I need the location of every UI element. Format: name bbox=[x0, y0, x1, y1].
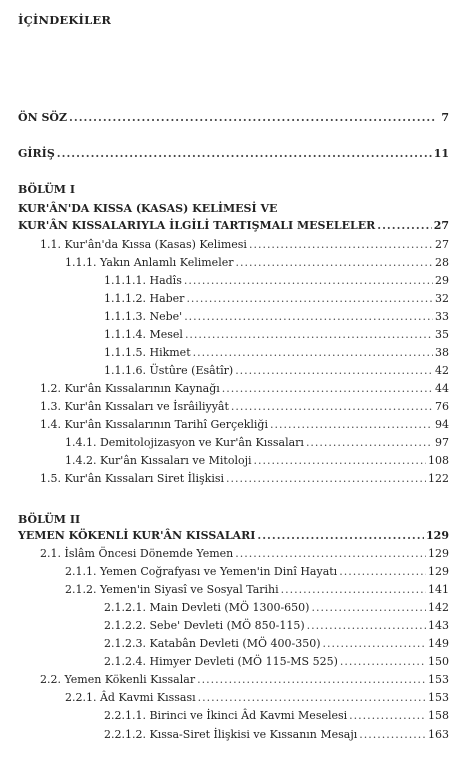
toc-entry[interactable] bbox=[104, 636, 449, 652]
toc-entry[interactable] bbox=[65, 255, 449, 271]
chapter-2-label: BÖLÜM II bbox=[18, 513, 81, 526]
dot-leader bbox=[254, 453, 426, 469]
toc-entry-page: 11 bbox=[433, 147, 449, 160]
toc-entry-page: 129 bbox=[428, 565, 449, 578]
toc-entry[interactable] bbox=[40, 672, 449, 688]
toc-entry-title: 1.4.2. Kur'ân Kıssaları ve Mitoloji bbox=[65, 454, 252, 467]
toc-entry[interactable] bbox=[65, 564, 449, 580]
toc-entry-title: 2.1.1. Yemen Coğrafyası ve Yemen'in Dinî Hayatı bbox=[65, 565, 338, 578]
toc-entry-title: ÖN SÖZ bbox=[18, 111, 68, 124]
toc-entry[interactable] bbox=[104, 727, 449, 743]
dot-leader bbox=[281, 582, 426, 598]
dot-leader bbox=[249, 237, 433, 253]
toc-entry[interactable] bbox=[104, 618, 449, 634]
toc-entry[interactable] bbox=[18, 146, 449, 162]
toc-entry[interactable] bbox=[65, 690, 449, 706]
dot-leader bbox=[339, 564, 426, 580]
toc-entry-page: 141 bbox=[428, 583, 449, 596]
toc-entry[interactable] bbox=[40, 237, 449, 253]
chapter-1-label: BÖLÜM I bbox=[18, 183, 75, 196]
dot-leader bbox=[257, 528, 424, 544]
toc-entry-title: 2.1.2.1. Main Devleti (MÖ 1300-650) bbox=[104, 601, 310, 614]
toc-entry-title: 2.1.2. Yemen'in Siyasî ve Sosyal Tarihi bbox=[65, 583, 279, 596]
dot-leader bbox=[306, 435, 433, 451]
toc-entry-page: 29 bbox=[435, 274, 449, 287]
toc-entry-title: 1.1.1.2. Haber bbox=[104, 292, 185, 305]
toc-entry-page: 149 bbox=[428, 637, 449, 650]
dot-leader bbox=[235, 363, 433, 379]
toc-entry-title: 1.1. Kur'ân'da Kıssa (Kasas) Kelimesi bbox=[40, 238, 247, 251]
dot-leader bbox=[311, 600, 426, 616]
toc-entry[interactable] bbox=[104, 291, 449, 307]
dot-leader bbox=[340, 654, 426, 670]
toc-entry-title: 1.1.1.1. Hadîs bbox=[104, 274, 182, 287]
toc-entry-title: 1.1.1. Yakın Anlamlı Kelimeler bbox=[65, 256, 234, 269]
toc-entry[interactable] bbox=[104, 363, 449, 379]
toc-entry-page: 153 bbox=[428, 691, 449, 704]
toc-entry-page: 122 bbox=[428, 472, 449, 485]
toc-entry[interactable] bbox=[65, 453, 449, 469]
toc-entry[interactable] bbox=[104, 600, 449, 616]
toc-entry-title: 1.1.1.6. Üstûre (Esâtîr) bbox=[104, 364, 234, 377]
toc-entry-page: 7 bbox=[441, 111, 449, 124]
toc-entry-page: 94 bbox=[435, 418, 449, 431]
toc-entry-page: 32 bbox=[435, 292, 449, 305]
toc-entry-title: YEMEN KÖKENLİ KUR'ÂN KISSALARI bbox=[18, 529, 256, 542]
dot-leader bbox=[185, 327, 433, 343]
page-title: İÇİNDEKİLER bbox=[18, 13, 112, 27]
toc-entry-title: 1.1.1.3. Nebe' bbox=[104, 310, 183, 323]
toc-entry-title: 1.5. Kur'ân Kıssaları Siret İlişkisi bbox=[40, 472, 225, 485]
toc-entry[interactable] bbox=[65, 582, 449, 598]
toc-entry-title: 2.1.2.4. Himyer Devleti (MÖ 115-MS 525) bbox=[104, 655, 338, 668]
toc-entry[interactable] bbox=[18, 110, 449, 126]
toc-entry[interactable] bbox=[18, 528, 449, 544]
toc-entry[interactable] bbox=[40, 471, 449, 487]
toc-entry-page: 97 bbox=[435, 436, 449, 449]
dot-leader bbox=[193, 345, 433, 361]
toc-entry[interactable] bbox=[40, 399, 449, 415]
toc-entry[interactable] bbox=[104, 309, 449, 325]
toc-entry-page: 28 bbox=[435, 256, 449, 269]
toc-entry-page: 143 bbox=[428, 619, 449, 632]
toc-entry-page: 33 bbox=[435, 310, 449, 323]
dot-leader bbox=[377, 218, 431, 234]
dot-leader bbox=[359, 727, 426, 743]
toc-entry[interactable] bbox=[104, 327, 449, 343]
toc-entry-title: 2.1. İslâm Öncesi Dönemde Yemen bbox=[40, 547, 234, 560]
toc-entry-title: KUR'ÂN KISSALARIYLA İLGİLİ TARTIŞMALI MESELELER bbox=[18, 219, 376, 232]
toc-entry-page: 27 bbox=[433, 219, 449, 232]
toc-entry[interactable] bbox=[104, 654, 449, 670]
toc-entry-title: 2.1.2.2. Sebe' Devleti (MÖ 850-115) bbox=[104, 619, 305, 632]
dot-leader bbox=[323, 636, 427, 652]
dot-leader bbox=[222, 381, 433, 397]
toc-entry-page: 76 bbox=[435, 400, 449, 413]
toc-entry[interactable] bbox=[40, 381, 449, 397]
toc-entry[interactable] bbox=[18, 218, 449, 234]
toc-entry-title: 2.2. Yemen Kökenli Kıssalar bbox=[40, 673, 196, 686]
toc-entry-title: GİRİŞ bbox=[18, 147, 55, 160]
dot-leader bbox=[186, 291, 433, 307]
toc-entry-page: 129 bbox=[428, 547, 449, 560]
toc-entry-title: 1.1.1.5. Hikmet bbox=[104, 346, 191, 359]
toc-entry-title: 1.1.1.4. Mesel bbox=[104, 328, 183, 341]
dot-leader bbox=[226, 471, 426, 487]
toc-entry-title: 1.2. Kur'ân Kıssalarının Kaynağı bbox=[40, 382, 220, 395]
toc-entry-title: 2.2.1.2. Kıssa-Siret İlişkisi ve Kıssanın Mesajı bbox=[104, 728, 358, 741]
toc-entry[interactable] bbox=[104, 708, 449, 724]
toc-entry-page: 158 bbox=[428, 709, 449, 722]
toc-entry-page: 142 bbox=[428, 601, 449, 614]
chapter-1-title: KUR'ÂN'DA KISSA (KASAS) KELİMESİ VE bbox=[18, 202, 278, 215]
toc-entry-page: 42 bbox=[435, 364, 449, 377]
toc-entry-title: 2.1.2.3. Katabân Devleti (MÖ 400-350) bbox=[104, 637, 321, 650]
toc-entry[interactable] bbox=[104, 345, 449, 361]
dot-leader bbox=[231, 399, 433, 415]
toc-entry-page: 35 bbox=[435, 328, 449, 341]
dot-leader bbox=[57, 146, 432, 162]
toc-entry-title: 1.4.1. Demitolojizasyon ve Kur'ân Kıssaları bbox=[65, 436, 304, 449]
dot-leader bbox=[69, 110, 435, 126]
toc-entry-page: 27 bbox=[435, 238, 449, 251]
dot-leader bbox=[307, 618, 426, 634]
toc-entry[interactable] bbox=[104, 273, 449, 289]
toc-entry-page: 153 bbox=[428, 673, 449, 686]
dot-leader bbox=[270, 417, 433, 433]
toc-entry[interactable] bbox=[40, 546, 449, 562]
toc-entry-title: 2.2.1. Âd Kavmi Kıssası bbox=[65, 691, 196, 704]
dot-leader bbox=[184, 309, 433, 325]
toc-entry-title: 1.3. Kur'ân Kıssaları ve İsrâiliyyât bbox=[40, 400, 229, 413]
dot-leader bbox=[235, 546, 426, 562]
toc-entry[interactable] bbox=[40, 417, 449, 433]
dot-leader bbox=[349, 708, 426, 724]
dot-leader bbox=[198, 690, 426, 706]
toc-entry[interactable] bbox=[65, 435, 449, 451]
toc-entry-page: 44 bbox=[435, 382, 449, 395]
toc-entry-title: 1.4. Kur'ân Kıssalarının Tarihî Gerçekliği bbox=[40, 418, 268, 431]
toc-entry-page: 38 bbox=[435, 346, 449, 359]
dot-leader bbox=[235, 255, 433, 271]
toc-entry-page: 129 bbox=[426, 529, 449, 542]
toc-entry-title: 2.2.1.1. Birinci ve İkinci Âd Kavmi Meselesi bbox=[104, 709, 348, 722]
toc-entry-page: 163 bbox=[428, 728, 449, 741]
dot-leader bbox=[197, 672, 426, 688]
toc-entry-page: 108 bbox=[428, 454, 449, 467]
dot-leader bbox=[184, 273, 433, 289]
toc-entry-page: 150 bbox=[428, 655, 449, 668]
